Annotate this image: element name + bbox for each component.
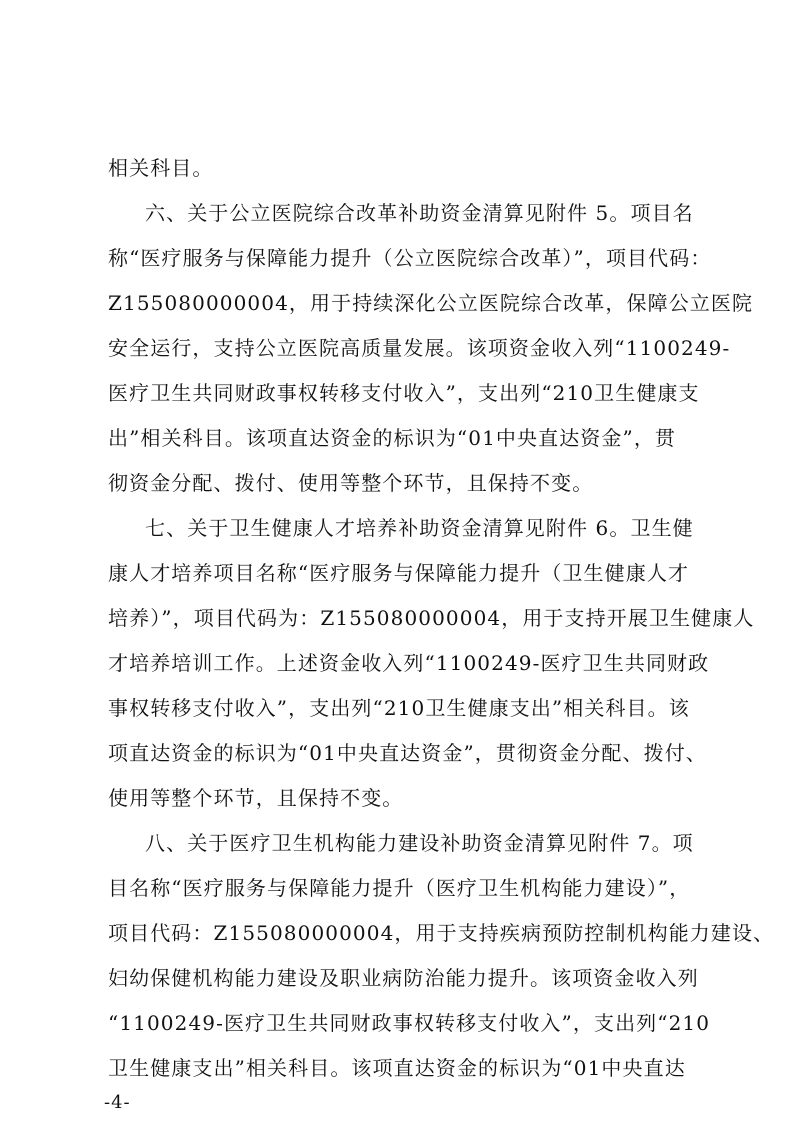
text-line: 彻资金分配、拨付、使用等整个环节，且保持不变。	[108, 471, 594, 495]
text-line: 项直达资金的标识为“01中央直达资金”，贯彻资金分配、拨付、	[108, 741, 707, 765]
text-line: 培养）”，项目代码为：Z155080000004，用于支持开展卫生健康人	[108, 606, 755, 630]
paragraph-six-line: 六、关于公立医院综合改革补助资金清算见附件 5。项目名	[145, 201, 694, 225]
text-line: 才培养培训工作。上述资金收入列“1100249-医疗卫生共同财政	[108, 651, 710, 675]
text-line: 妇幼保健机构能力建设及职业病防治能力提升。该项资金收入列	[108, 966, 699, 990]
text-line: “1100249-医疗卫生共同财政事权转移支付收入”，支出列“210	[108, 1011, 711, 1035]
text-line: 出”相关科目。该项直达资金的标识为“01中央直达资金”，贯	[108, 426, 677, 450]
paragraph-seven-line: 七、关于卫生健康人才培养补助资金清算见附件 6。卫生健	[145, 516, 694, 540]
text-line: 事权转移支付收入”，支出列“210卫生健康支出”相关科目。该	[108, 696, 690, 720]
text-line: 卫生健康支出”相关科目。该项直达资金的标识为“01中央直达	[108, 1056, 686, 1080]
page-number: -4-	[104, 1092, 131, 1113]
text-line: Z155080000004，用于持续深化公立医院综合改革，保障公立医院	[108, 291, 754, 315]
text-line: 医疗卫生共同财政事权转移支付收入”，支出列“210卫生健康支	[108, 381, 700, 405]
text-line: 安全运行，支持公立医院高质量发展。该项资金收入列“1100249-	[108, 336, 731, 360]
paragraph-eight-line: 八、关于医疗卫生机构能力建设补助资金清算见附件 7。项	[145, 831, 694, 855]
text-line: 康人才培养项目名称“医疗服务与保障能力提升（卫生健康人才	[108, 561, 690, 585]
text-line: 相关科目。	[108, 156, 214, 180]
text-line: 目名称“医疗服务与保障能力提升（医疗卫生机构能力建设）”，	[108, 876, 691, 900]
text-line: 项目代码：Z155080000004，用于支持疾病预防控制机构能力建设、	[108, 921, 775, 945]
text-line: 称“医疗服务与保障能力提升（公立医院综合改革）”，项目代码：	[108, 246, 712, 270]
text-line: 使用等整个环节，且保持不变。	[108, 786, 404, 810]
